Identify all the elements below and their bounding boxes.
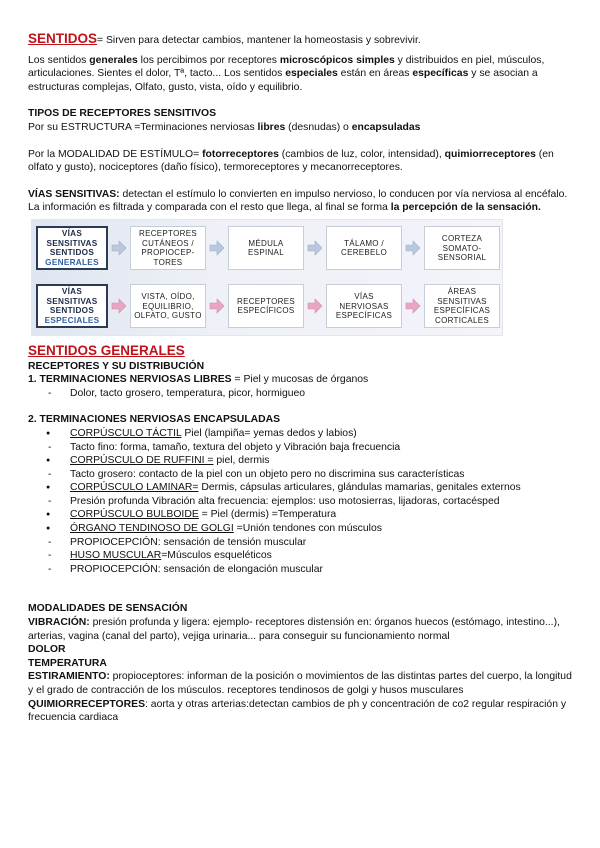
head-line: GENERALES <box>45 258 99 268</box>
intro-paragraph <box>28 54 573 95</box>
heading-text: TIPOS DE RECEPTORES SENSITIVOS <box>28 108 217 120</box>
underlined-term: HUSO MUSCULAR <box>70 550 162 562</box>
vibracion-paragraph <box>28 616 573 643</box>
bold-text: VIBRACIÓN: <box>28 617 90 629</box>
text: PROPIOCEPCIÓN: sensación de tensión muscular <box>70 536 307 548</box>
diagram-step: VÍAS NERVIOSAS ESPECÍFICAS <box>326 284 402 328</box>
text: piel, dermis <box>213 455 270 467</box>
generales-title-line <box>28 344 573 360</box>
underlined-term: CORPÚSCULO BULBOIDE <box>70 509 199 521</box>
diagram-step: CORTEZA SOMATO-SENSORIAL <box>424 226 500 270</box>
heading-text: RECEPTORES Y SU DISTRIBUCIÓN <box>28 360 205 372</box>
arrow-icon <box>108 284 130 328</box>
arrow-icon <box>304 284 326 328</box>
list-item <box>28 481 573 495</box>
head-line: SENSITIVAS <box>46 238 98 248</box>
underlined-term: CORPÚSCULO LAMINAR= <box>70 482 199 494</box>
estiramiento-paragraph <box>28 670 573 697</box>
list-item <box>28 427 573 441</box>
diagram-row-generales <box>32 220 502 277</box>
bold-text: microscópicos simples <box>279 54 395 66</box>
text: y distribuidos en piel, músculos, articulaciones. Sientes el dolor, Tª, tacto... Los sentidos <box>28 54 545 80</box>
encaps-list <box>28 427 573 577</box>
text: (en olfato y gusto), nociceptores (daño físico), termoreceptores y mecanorreceptores. <box>28 148 554 174</box>
quimio-paragraph <box>28 698 573 725</box>
document-page <box>28 32 573 725</box>
bold-text: TEMPERATURA <box>28 657 107 669</box>
text: =Músculos esqueléticos <box>161 550 272 562</box>
text: =Unión tendones con músculos <box>233 523 382 535</box>
text: Presión profunda Vibración alta frecuencia: ejemplos: uso motosierras, lijadoras, cortacésped <box>70 495 500 507</box>
bold-text: 1. TERMINACIONES NERVIOSAS LIBRES <box>28 374 232 386</box>
diagram-step: MÉDULA ESPINAL <box>228 226 304 270</box>
arrow-icon <box>206 226 228 270</box>
arrow-icon <box>108 226 130 270</box>
intro-title-line <box>28 32 573 48</box>
bold-text: ESTIRAMIENTO: <box>28 671 110 683</box>
bold-text: quimiorreceptores <box>444 148 536 160</box>
text: Por su ESTRUCTURA =Terminaciones nerviosas <box>28 121 258 133</box>
underlined-term: ÓRGANO TENDINOSO DE GOLGI <box>70 523 234 535</box>
arrow-icon <box>206 284 228 328</box>
diagram-step: RECEPTORES CUTÁNEOS / PROPIOCEP-TORES <box>130 226 206 270</box>
text: = Piel y mucosas de órganos <box>231 374 369 386</box>
bold-text: especiales <box>285 68 338 80</box>
tipos-modalidad <box>28 148 573 175</box>
text: Los sentidos <box>28 54 90 66</box>
text: (desnudas) o <box>285 121 352 133</box>
arrow-icon <box>402 226 424 270</box>
bold-text: encapsuladas <box>351 121 421 133</box>
list-item <box>28 522 573 536</box>
diagram-row-especiales <box>32 278 502 335</box>
head-line: VÍAS <box>61 229 83 239</box>
text: Tacto fino: forma, tamaño, textura del objeto y Vibración baja frecuencia <box>70 441 401 453</box>
text: (cambios de luz, color, intensidad), <box>278 148 445 160</box>
encaps-line <box>28 413 573 427</box>
list-item <box>28 563 573 577</box>
modalidades-heading <box>28 602 573 616</box>
vias-sensitivas-diagram <box>31 219 503 336</box>
text: Dermis, cápsulas articulares, glándulas mamarias, genitales externos <box>198 482 521 494</box>
arrow-icon <box>304 226 326 270</box>
list-item <box>28 549 573 563</box>
head-line: SENSITIVAS <box>46 296 98 306</box>
bold-text: 2. TERMINACIONES NERVIOSAS ENCAPSULADAS <box>28 414 281 426</box>
arrow-icon <box>402 284 424 328</box>
text: Tacto grosero: contacto de la piel con un objeto pero no discrimina sus características <box>70 468 465 480</box>
libres-list <box>28 387 573 401</box>
list-item <box>28 441 573 455</box>
text: PROPIOCEPCIÓN: sensación de elongación muscular <box>70 563 323 575</box>
temperatura-line <box>28 657 573 671</box>
list-item <box>28 495 573 509</box>
text: propioceptores: informan de la posición o movimientos de las distintas partes del cuerpo, la longitud y el grado de contracción de los músculos. receptores tendinosos de golgi y husos musculares <box>28 671 572 696</box>
diagram-step: VISTA, OÍDO, EQUILIBRIO, OLFATO, GUSTO <box>130 284 206 328</box>
text: presión profunda y ligera: ejemplo- receptores distensión en: órganos huecos (estómago, intestino...), arterias, vagina (canal del parto), vejiga urinaria... para conseguir su funcionamiento normal <box>28 617 560 642</box>
tipos-heading <box>28 107 573 121</box>
list-item <box>28 508 573 522</box>
heading-text: MODALIDADES DE SENSACIÓN <box>28 603 188 615</box>
bold-text: generales <box>89 54 138 66</box>
list-item: - Dolor, tacto grosero, temperatura, picor, hormigueo <box>28 387 573 401</box>
bold-text: DOLOR <box>28 644 66 656</box>
text: y se asocian a estructuras complejas, Olfato, gusto, vista, oído y equilibrio. <box>28 68 538 93</box>
title-sentidos-generales: SENTIDOS GENERALES <box>28 342 185 358</box>
diagram-head-especiales <box>36 284 108 328</box>
text: Por la MODALIDAD DE ESTÍMULO= <box>28 148 203 160</box>
bold-text: QUIMIORRECEPTORES <box>28 698 146 710</box>
title-sentidos: SENTIDOS <box>28 31 98 46</box>
text: están en áreas <box>337 68 413 80</box>
head-line: VÍAS <box>61 287 83 297</box>
text: Piel (lampiña= yemas dedos y labios) <box>181 427 357 439</box>
list-item <box>28 468 573 482</box>
list-item <box>28 454 573 468</box>
vias-paragraph <box>28 188 573 215</box>
text: los percibimos por receptores <box>137 54 280 66</box>
tipos-estructura <box>28 121 573 135</box>
underlined-term: CORPÚSCULO TÁCTIL <box>70 427 182 439</box>
diagram-step: RECEPTORES ESPECÍFICOS <box>228 284 304 328</box>
title-rest: = Sirven para detectar cambios, mantener la homeostasis y sobrevivir. <box>97 35 421 46</box>
diagram-step: ÁREAS SENSITIVAS ESPECÍFICAS CORTICALES <box>424 284 500 328</box>
list-item <box>28 536 573 550</box>
head-line: ESPECIALES <box>44 316 100 326</box>
bold-text: VÍAS SENSITIVAS: <box>28 188 120 200</box>
text: detectan el estímulo lo convierten en impulso nervioso, lo conducen por vía nerviosa al encéfalo. La información es filtrada y comparada con el resto que llega, al final se forma <box>28 188 568 214</box>
head-line: SENTIDOS <box>49 306 95 316</box>
generales-sub <box>28 360 573 374</box>
bold-text: libres <box>257 121 286 133</box>
bold-text: fotorreceptores <box>202 148 279 160</box>
head-line: SENTIDOS <box>49 248 95 258</box>
text: : aorta y otras arterias:detectan cambios de ph y concentración de co2 regular respiración y frecuencia cardiaca <box>28 698 567 724</box>
text: = Piel (dermis) =Temperatura <box>198 509 337 521</box>
diagram-head-generales <box>36 226 108 270</box>
underlined-term: CORPÚSCULO DE RUFFINI = <box>70 455 214 467</box>
diagram-step: TÁLAMO / CEREBELO <box>326 226 402 270</box>
bold-text: específicas <box>412 68 469 80</box>
libres-line <box>28 373 573 387</box>
bold-text: la percepción de la sensación. <box>390 202 541 214</box>
dolor-line <box>28 643 573 657</box>
